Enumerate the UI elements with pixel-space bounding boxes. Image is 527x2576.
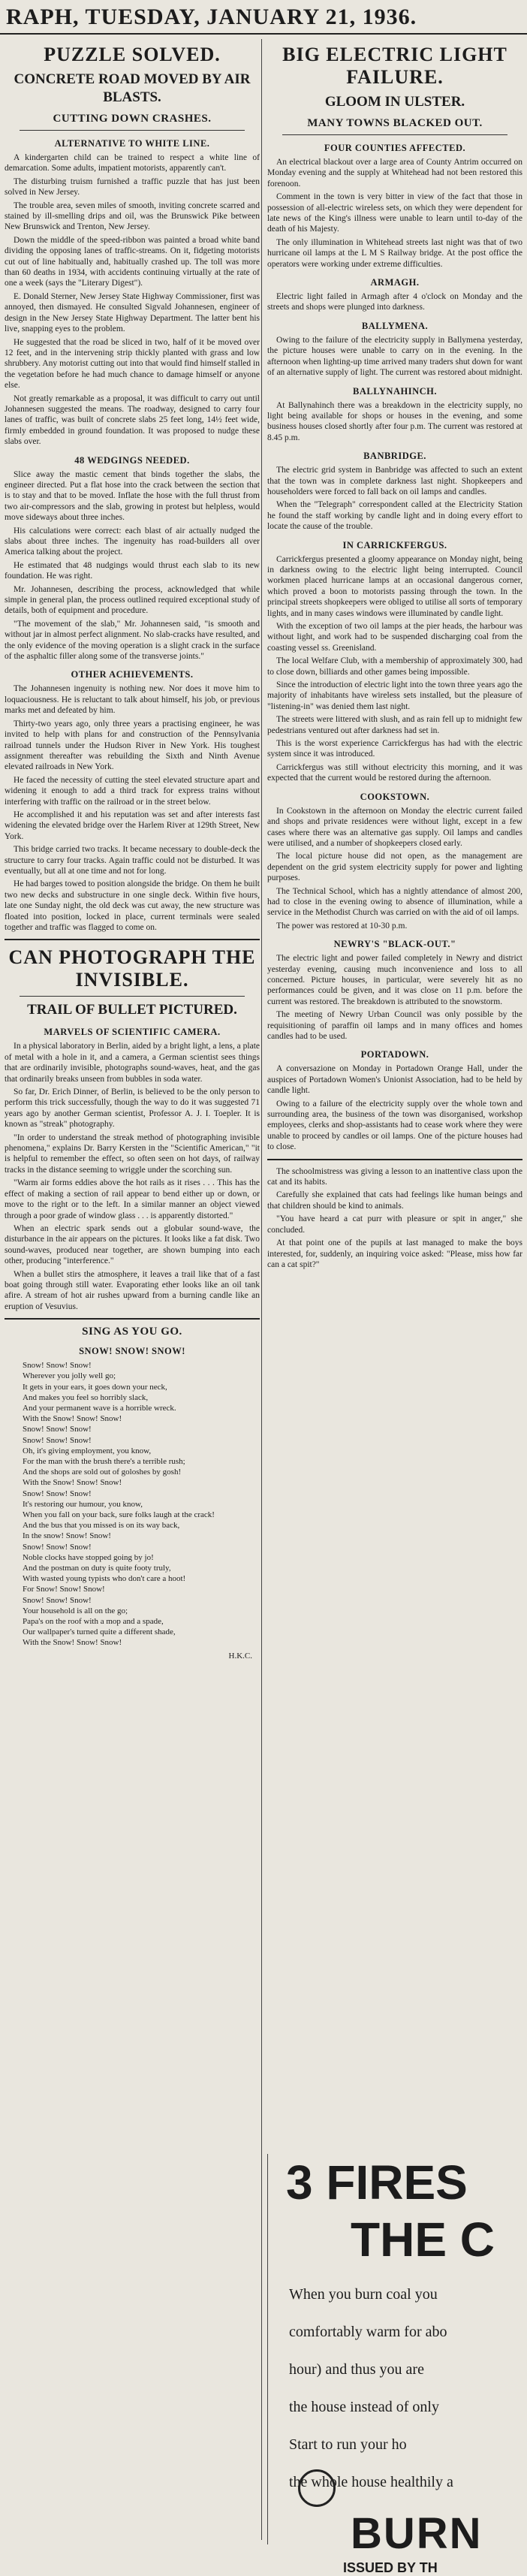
paragraph: "Warm air forms eddies above the hot rails as it rises . . . This has the effect of making a section of rail appear to bend either up or down, or move to the right or to the left. In a similar manner an object viewed through a poor grade of window glass . . . is apparently distorted." <box>5 1178 260 1220</box>
paragraph: A conversazione on Monday in Portadown Orange Hall, under the auspices of Portadown Women's Unionist Association, had to be held by candle light. <box>267 1064 522 1096</box>
paragraph: He accomplished it and his reputation was set and after interests fast widening the elevated bridge over the Harlem River at 129th Street, New York. <box>5 810 260 841</box>
article-body <box>5 1041 260 1312</box>
article-separator <box>5 1318 260 1320</box>
section-title: 48 WEDGINGS NEEDED. <box>74 454 190 466</box>
advert-line-2: THE C <box>351 2213 495 2267</box>
paragraph: And the postman on duty is quite footy truly, <box>23 1564 171 1573</box>
paragraph: Start to run your ho <box>289 2436 407 2453</box>
paragraph: Noble clocks have stopped going by jo! <box>23 1552 154 1562</box>
subhead: CONCRETE ROAD MOVED BY AIR BLASTS. <box>14 71 251 105</box>
deck: MARVELS OF SCIENTIFIC CAMERA. <box>44 1027 221 1038</box>
column-divider <box>261 39 262 2540</box>
paragraph: The schoolmistress was giving a lesson to an inattentive class upon the cat and its habits. <box>267 1166 522 1187</box>
paragraph: The streets were littered with slush, and as rain fell up to midnight few pedestrians ventured out after darkness had set in. <box>267 715 522 735</box>
paragraph: The disturbing truism furnished a traffic puzzle that has just been solved in New Jersey. <box>5 176 260 198</box>
section-body <box>267 953 522 1042</box>
poem-title: SING AS YOU GO. <box>82 1326 182 1338</box>
paragraph: "In order to understand the streak method of photographing invisible phenomena," explains Dr. Barry Kersten in the "Scientific American," "it is helpful to remember the effect, so often seen on hot days, of railway tracks in the distance seeming to wriggle under the scorching sun. <box>5 1133 260 1175</box>
paragraph: In a physical laboratory in Berlin, aided by a bright light, a lens, a plate of metal with a hole in it, and a camera, a German scientist sees things that are ordinarily invisible, photographs sound-waves, heat, and the gas that ordinarily breaks unseen from bubbles in soda water. <box>5 1042 260 1084</box>
deck: CUTTING DOWN CRASHES. <box>53 113 212 125</box>
coal-advertisement <box>267 2154 523 2575</box>
paragraph: When you fall on your back, sure folks laugh at the crack! <box>23 1510 215 1519</box>
paragraph: Snow! Snow! Snow! <box>23 1435 92 1445</box>
paragraph: In Cookstown in the afternoon on Monday the electric current failed and shops and private residences were without light, except in a few cases where there was an alternative gas supply. Oil lamps and candles were utilised, and a number of shopkeepers closed early. <box>267 806 522 848</box>
poem-lines <box>5 1360 260 1648</box>
paragraph: E. Donald Sterner, New Jersey State Highway Commissioner, first was annoyed, then dismayed. He consulted Sigvald Johannesen, engineer of design in the New Jersey State Highway Department. The latter bent his live, snapping eyes to the problem. <box>5 291 260 334</box>
poem-sing-as-you-go <box>5 1326 260 1660</box>
section-title: COOKSTOWN. <box>360 791 430 802</box>
paragraph: The local Welfare Club, with a membership of approximately 300, had to close down, billiards and other games being impossible. <box>267 656 522 677</box>
intro-body <box>267 157 522 270</box>
paragraph: Snow! Snow! Snow! <box>23 1361 92 1371</box>
paragraph: "You have heard a cat purr with pleasure or spit in anger," she concluded. <box>267 1214 522 1235</box>
advert-emblem-icon <box>298 2469 336 2507</box>
paragraph: The Johannesen ingenuity is nothing new. Nor does it move him to loquaciousness. He is reluctant to talk about himself, his job, or previous marks met and defeated by him. <box>5 684 260 716</box>
paragraph: Carefully she explained that cats had feelings like human beings and that children should be kind to animals. <box>267 1190 522 1211</box>
paragraph: The trouble area, seven miles of smooth, inviting concrete scarred and stained by ill-smelling drips and oil, was the Brunswick Pike between New Brunswick and Trenton, New Jersey. <box>5 201 260 232</box>
paragraph: Papa's on the roof with a mop and a spade, <box>23 1617 164 1627</box>
section-title: OTHER ACHIEVEMENTS. <box>71 669 194 680</box>
article-electric-failure <box>267 44 522 1270</box>
paragraph: "The movement of the slab," Mr. Johannesen said, "is smooth and without jar in almost perfect alignment. No slab-cracks have resulted, and the only evidence of the moving operation is a slight crack in the surface of the asphaltic filler along some of the transverse joints." <box>5 619 260 662</box>
section-body <box>267 465 522 532</box>
subhead: GLOOM IN ULSTER. <box>324 94 465 110</box>
poem-subtitle: SNOW! SNOW! SNOW! <box>79 1346 185 1357</box>
paragraph: Our wallpaper's turned quite a different shade, <box>23 1627 176 1637</box>
article-separator <box>5 939 260 940</box>
paragraph: Down the middle of the speed-ribbon was painted a broad white band dividing the opposing lanes of traffic-streams. On it, fidgeting motorists cut out of line habitually and, habitually crashed up. The toll was more than 60 deaths in 1934, with accidents continuing virtually at the rate of one a week (says the "Literary Digest"). <box>5 235 260 288</box>
paragraph: He suggested that the road be sliced in two, half of it be moved over 12 feet, and in the intervening strip thickly planted with grass and low shrubbery. Any motorist cutting out into that would find himself stalled in the vegetation before he had much chance to damage himself or anyone else. <box>5 337 260 391</box>
paragraph: Since the introduction of electric light into the town three years ago the majority of inhabitants have wireless sets installed, but the pleasure of "listening-in" was denied them last night. <box>267 680 522 711</box>
paragraph: Comment in the town is very bitter in view of the fact that those in possession of all-electric wireless sets, on which they were dependent for late news of the King's illness were unable to learn until to-day of the death of his Majesty. <box>267 192 522 234</box>
paragraph: Slice away the mastic cement that binds together the slabs, the engineer directed. Put a flat hose into the crack between the section that is to stay and that to be moved. Inflate the hose with the full thrust from two air-compressors and the slab, growing in protest but helpless, would move sideways about three inches. <box>5 469 260 523</box>
section-title: ALTERNATIVE TO WHITE LINE. <box>54 138 210 149</box>
advert-copy <box>268 2283 523 2493</box>
rule <box>20 996 245 997</box>
section-body <box>267 291 522 313</box>
section-title: FOUR COUNTIES AFFECTED. <box>324 143 466 153</box>
paragraph: With the Snow! Snow! Snow! <box>23 1478 122 1488</box>
poem-signature: H.K.C. <box>228 1651 252 1661</box>
paragraph: So far, Dr. Erich Dinner, of Berlin, is believed to be the only person to perform this trick successfully, though the way to do it was suggested 71 years ago by another German scientist, Professor A. J. I. Toepler. It is known as "streak" photography. <box>5 1087 260 1130</box>
paragraph: For Snow! Snow! Snow! <box>23 1585 105 1594</box>
paragraph: When the "Telegraph" correspondent called at the Electricity Station he found the staff working by candle light and in doing every effort to locate the cause of the trouble. <box>267 500 522 532</box>
paragraph: He estimated that 48 nudgings would thrust each slab to its new foundation. He was right. <box>5 560 260 581</box>
paragraph: Carrickfergus was still without electricity this morning, and it was expected that the current would be restored during the afternoon. <box>267 762 522 783</box>
left-column <box>5 39 260 2540</box>
paragraph: With wasted young typists who don't care a hoot! <box>23 1574 186 1584</box>
deck: MANY TOWNS BLACKED OUT. <box>307 117 483 129</box>
paragraph: At that point one of the pupils at last managed to make the boys interested, for, suddenly, an inquiring voice asked: "Please, miss how far can a cat spit?" <box>267 1238 522 1269</box>
paragraph: The Technical School, which has a nightly attendance of almost 200, had to close in the evening owing to absence of illumination, while a service in the Methodist Church was carried on with the aid of oil lamps. <box>267 886 522 918</box>
paragraph: Wherever you jolly well go; <box>23 1371 116 1381</box>
paragraph: With the Snow! Snow! Snow! <box>23 1638 122 1648</box>
paragraph: the whole house healthily a <box>289 2474 453 2490</box>
headline: CAN PHOTOGRAPH THE INVISIBLE. <box>8 946 256 991</box>
paragraph: At Ballynahinch there was a breakdown in the electricity supply, no light being available for shops or houses in the evening, and some business houses closed shortly after four p.m. The current was restored at 8.45 p.m. <box>267 400 522 442</box>
section-body <box>267 335 522 379</box>
paragraph: When you burn coal you <box>289 2286 438 2303</box>
paragraph: For the man with the brush there's a terrible rush; <box>23 1456 185 1466</box>
paragraph: And makes you feel so horribly slack, <box>23 1392 149 1402</box>
paragraph: This is the worst experience Carrickfergus has had with the electric system since it was introduced. <box>267 739 522 759</box>
paragraph: And the bus that you missed is on its way back, <box>23 1521 180 1531</box>
masthead <box>0 0 527 35</box>
headline: PUZZLE SOLVED. <box>44 44 221 65</box>
paragraph: And your permanent wave is a horrible wreck. <box>23 1403 176 1413</box>
paragraph: Owing to the failure of the electricity supply in Ballymena yesterday, the picture houses were unable to carry on in the evening. In the afternoon when lighting-up time arrived many traders shut down for want of an alternative supply of light. The current was restored about midnight. <box>267 335 522 378</box>
paragraph: Thirty-two years ago, only three years a practising engineer, he was invited to help with plans for and construction of the Pennsylvania railroad tunnels under the Hudson River in New York. His toughest assignment thereafter was rebuilding the Sixth and Ninth Avenue elevated railroads in New York. <box>5 719 260 772</box>
paragraph: In the snow! Snow! Snow! <box>23 1531 111 1541</box>
section-title: IN CARRICKFERGUS. <box>342 539 447 550</box>
section-title: BALLYNAHINCH. <box>353 385 437 397</box>
paragraph: A kindergarten child can be trained to respect a white line of demarcation. Some adults, impatient motorists, apparently can't. <box>5 153 260 173</box>
article-puzzle-solved <box>5 44 260 933</box>
section-1-body <box>5 152 260 448</box>
paragraph: Snow! Snow! Snow! <box>23 1542 92 1552</box>
paragraph: Not greatly remarkable as a proposal, it was difficult to carry out until Johannesen suggested the means. The roadway, designed to carry four lanes of traffic, was built of concrete slabs 25 feet long, 14½ feet wide, firmly embedded in ground foundation. It was proposed to nudge these slabs over. <box>5 394 260 447</box>
paragraph: Electric light failed in Armagh after 4 o'clock on Monday and the streets and shops were plunged into darkness. <box>267 292 522 312</box>
paragraph: It's restoring our humour, you know, <box>23 1499 143 1509</box>
paragraph: He faced the necessity of cutting the steel elevated structure apart and widening it enough to add a third track for express trains without interfering with traffic on the railroad or in the street below. <box>5 775 260 807</box>
paragraph: Your household is all on the go; <box>23 1606 128 1615</box>
section-title: NEWRY'S "BLACK-OUT." <box>333 939 456 950</box>
section-title: PORTADOWN. <box>360 1049 429 1060</box>
paragraph: The power was restored at 10-30 p.m. <box>276 921 408 931</box>
paragraph: The local picture house did not open, as the management are dependent on the grid system electricity supply for power and lighting purposes. <box>267 852 522 883</box>
paragraph: The meeting of Newry Urban Council was only possible by the requisitioning of paraffin oil lamps and in many offices and homes candles had to be used. <box>267 1010 522 1041</box>
paragraph: With the exception of two oil lamps at the pier heads, the harbour was without light, and work had to be suspended discharging coal from the coasting vessel ss. Greenisland. <box>267 622 522 653</box>
paragraph: Snow! Snow! Snow! <box>23 1595 92 1605</box>
section-body <box>267 1166 522 1271</box>
section-2-body <box>5 469 260 662</box>
paragraph: With the Snow! Snow! Snow! <box>23 1414 122 1424</box>
paragraph: Snow! Snow! Snow! <box>23 1425 92 1434</box>
paragraph: Owing to a failure of the electricity supply over the whole town and surrounding area, the business of the town was disorganised, workshop employees, clerks and shop-assistants had to cease work where they were unable to proceed by candles or oil lamps. One of the picture houses had to close. <box>267 1099 522 1152</box>
paragraph: The only illumination in Whitehead streets last night was that of two hurricane oil lamps at the L M S Railway bridge. At the post office the operators were working under extreme difficulties. <box>267 237 522 269</box>
paragraph: comfortably warm for abo <box>289 2324 447 2340</box>
paragraph: The electric grid system in Banbridge was affected to such an extent that the town was in complete darkness last night. Shopkeepers and householders were forced to fall back on oil lamps and candles. <box>267 466 522 496</box>
paragraph: Snow! Snow! Snow! <box>23 1489 92 1498</box>
section-title: ARMAGH. <box>370 277 420 288</box>
masthead-title: RAPH, TUESDAY, JANUARY 21, 1936. <box>6 5 417 29</box>
paragraph: He had barges towed to position alongside the bridge. On them he built two new decks and substructure in one single deck. Within five hours, late one Sunday night, the old deck was cut away, the new structure was floated into position, locked in place, current terminals were sealed together and traffic was flagged to come on. <box>5 879 260 932</box>
paragraph: His calculations were correct: each blast of air actually nudged the slabs about three inches. The ingenuity has road-builders all over America talking about the project. <box>5 526 260 557</box>
subhead: TRAIL OF BULLET PICTURED. <box>27 1002 237 1018</box>
paragraph: the house instead of only <box>289 2399 439 2415</box>
paragraph: This bridge carried two tracks. It became necessary to double-deck the structure to carry four tracks. Again traffic could not be disturbed. It was eventually, but all at one time and not for long. <box>5 845 260 876</box>
section-body <box>267 806 522 931</box>
paragraph: Carrickfergus presented a gloomy appearance on Monday night, being in darkness owing to the electric light being interrupted. Council workmen placed hurricane lamps at an occasional dangerous corner, which proved a boon to motorists passing through the town. In the principal streets shopkeepers were obliged to utilise all sorts of temporary lights, and in many cases windows were illuminated by candle light. <box>267 554 522 618</box>
headline: BIG ELECTRIC LIGHT FAILURE. <box>282 44 507 88</box>
paragraph: The electric light and power failed completely in Newry and district yesterday evening, causing much inconvenience and loss to all concerned. Picture houses, in particular, were severely hit as no performances could be given, and it was close on 11 p.m. before the current was restored. The breakdown is attributed to the snowstorm. <box>267 954 522 1006</box>
section-title: BANBRIDGE. <box>363 451 426 462</box>
town-sections <box>267 277 522 1270</box>
article-photograph-invisible <box>5 946 260 1312</box>
paragraph: Mr. Johannesen, describing the process, acknowledged that while simple in general plan, the process outlined required exceptional study of details, both of equipment and procedure. <box>5 584 260 616</box>
section-body <box>267 400 522 444</box>
section-body <box>267 1063 522 1152</box>
advert-headline: 3 FIRES <box>286 2155 468 2210</box>
advert-issued: ISSUED BY TH <box>343 2560 438 2575</box>
paragraph: And the shops are sold out of goloshes by gosh! <box>23 1467 182 1477</box>
paragraph: Oh, it's giving employment, you know, <box>23 1446 152 1455</box>
paragraph: hour) and thus you are <box>289 2361 424 2378</box>
section-title: BALLYMENA. <box>361 320 429 331</box>
paragraph: When a bullet stirs the atmosphere, it leaves a trail like that of a fast boat going through still water. Evaporating ether looks like an oil tank afire. A stream of hot air rushes upward from a burning candle like an eruption of Vesuvius. <box>5 1269 260 1311</box>
section-body <box>267 554 522 784</box>
advert-brand: BURN <box>351 2509 483 2558</box>
paragraph: When an electric spark sends out a globular sound-wave, the disturbance in the air appears on the pictures. It looks like a fat disk. Two sound-waves, produced near together, are shown bumping into each other, producing "interference." <box>5 1223 260 1266</box>
paragraph: It gets in your ears, it goes down your neck, <box>23 1382 167 1392</box>
rule <box>20 130 245 131</box>
paragraph: An electrical blackout over a large area of County Antrim occurred on Monday evening and the supply at Whitehead had not been restored this forenoon. <box>267 158 522 189</box>
section-3-body <box>5 683 260 933</box>
right-column <box>267 39 522 2149</box>
rule <box>282 134 507 135</box>
article-separator <box>267 1159 522 1160</box>
